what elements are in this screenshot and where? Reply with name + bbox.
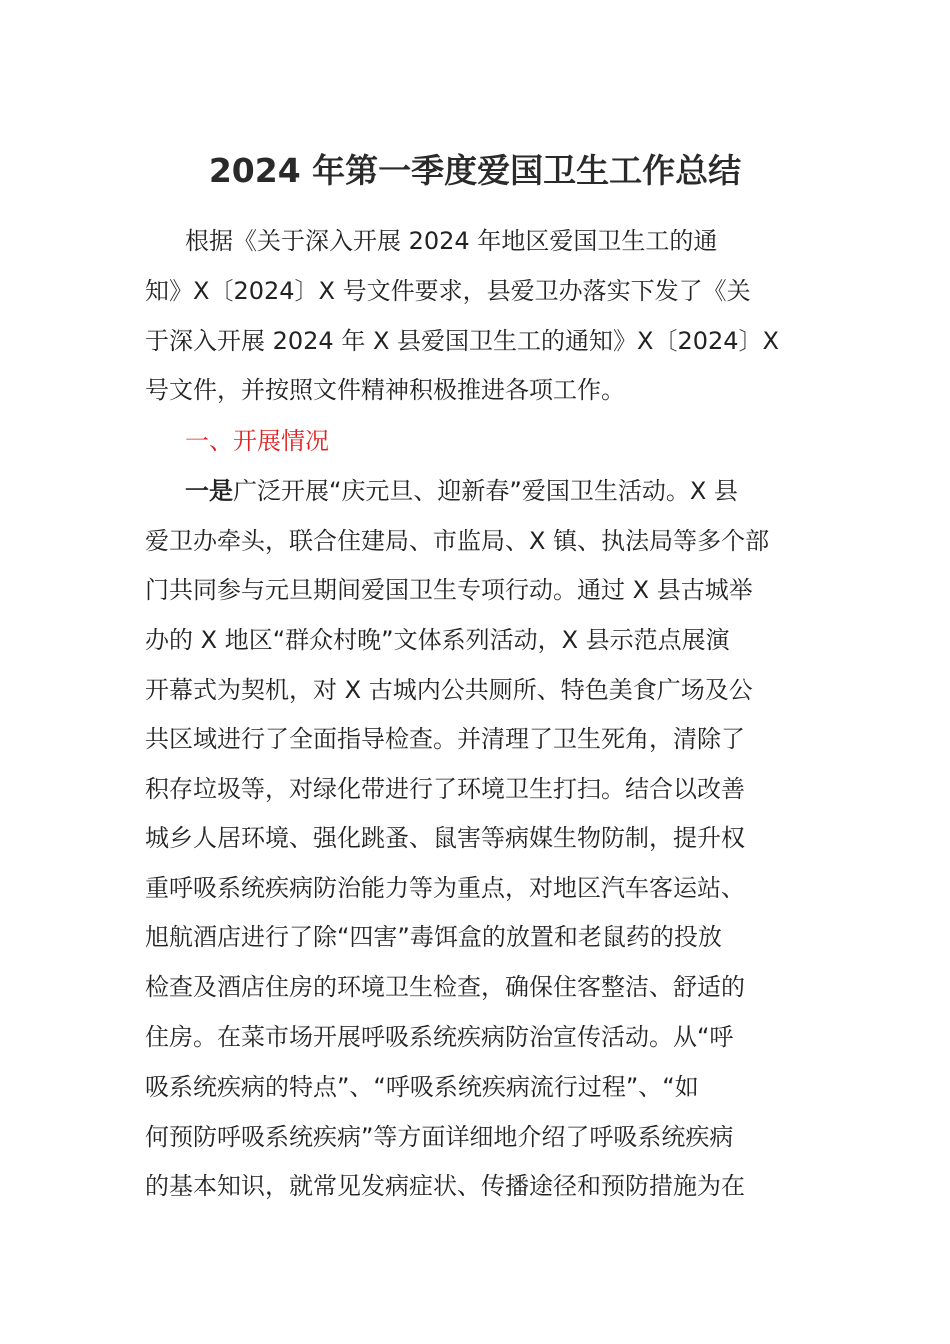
para1-line-14: 何预防呼吸系统疾病”等方面详细地介绍了呼吸系统疾病 [145,1123,734,1151]
document-title: 2024 年第一季度爱国卫生工作总结 [208,151,742,190]
para1-line-9: 重呼吸系统疾病防治能力等为重点，对地区汽车客运站、 [145,874,745,902]
para1-line-11: 检查及酒店住房的环境卫生检查，确保住客整洁、舒适的 [145,973,745,1001]
para1-line-7: 积存垃圾等，对绿化带进行了环境卫生打扫。结合以改善 [145,775,745,803]
para1-line-1 [185,474,738,508]
intro-line-2: 知》X〔2024〕X 号文件要求，县爱卫办落实下发了《关 [145,277,751,305]
para1-line-4: 办的 X 地区“群众村晚”文体系列活动，X 县示范点展演 [145,626,730,654]
para1-line-2: 爱卫办牵头，联合住建局、市监局、X 镇、执法局等多个部 [145,527,770,555]
para1-line-12: 住房。在菜市场开展呼吸系统疾病防治宣传活动。从“呼 [145,1023,734,1051]
para1-lead: 一是 [185,477,233,505]
para1-line-13: 吸系统疾病的特点”、“呼吸系统疾病流行过程”、“如 [145,1073,699,1101]
para1-line-15: 的基本知识，就常见发病症状、传播途径和预防措施为在 [145,1172,745,1200]
intro-line-4: 号文件，并按照文件精神积极推进各项工作。 [145,376,625,404]
para1-first-line-rest: 广泛开展“庆元旦、迎新春”爱国卫生活动。X 县 [233,477,738,505]
intro-line-1: 根据《关于深入开展 2024 年地区爱国卫生工的通 [185,227,718,255]
para1-line-5: 开幕式为契机，对 X 古城内公共厕所、特色美食广场及公 [145,676,753,704]
para1-line-6: 共区域进行了全面指导检查。并清理了卫生死角，清除了 [145,725,745,753]
section-heading: 一、开展情况 [185,427,329,455]
para1-line-8: 城乡人居环境、强化跳蚤、鼠害等病媒生物防制，提升权 [145,824,745,852]
para1-line-10: 旭航酒店进行了除“四害”毒饵盒的放置和老鼠药的投放 [145,923,722,951]
intro-line-3: 于深入开展 2024 年 X 县爱国卫生工的通知》X〔2024〕X [145,327,779,355]
para1-line-3: 门共同参与元旦期间爱国卫生专项行动。通过 X 县古城举 [145,576,753,604]
